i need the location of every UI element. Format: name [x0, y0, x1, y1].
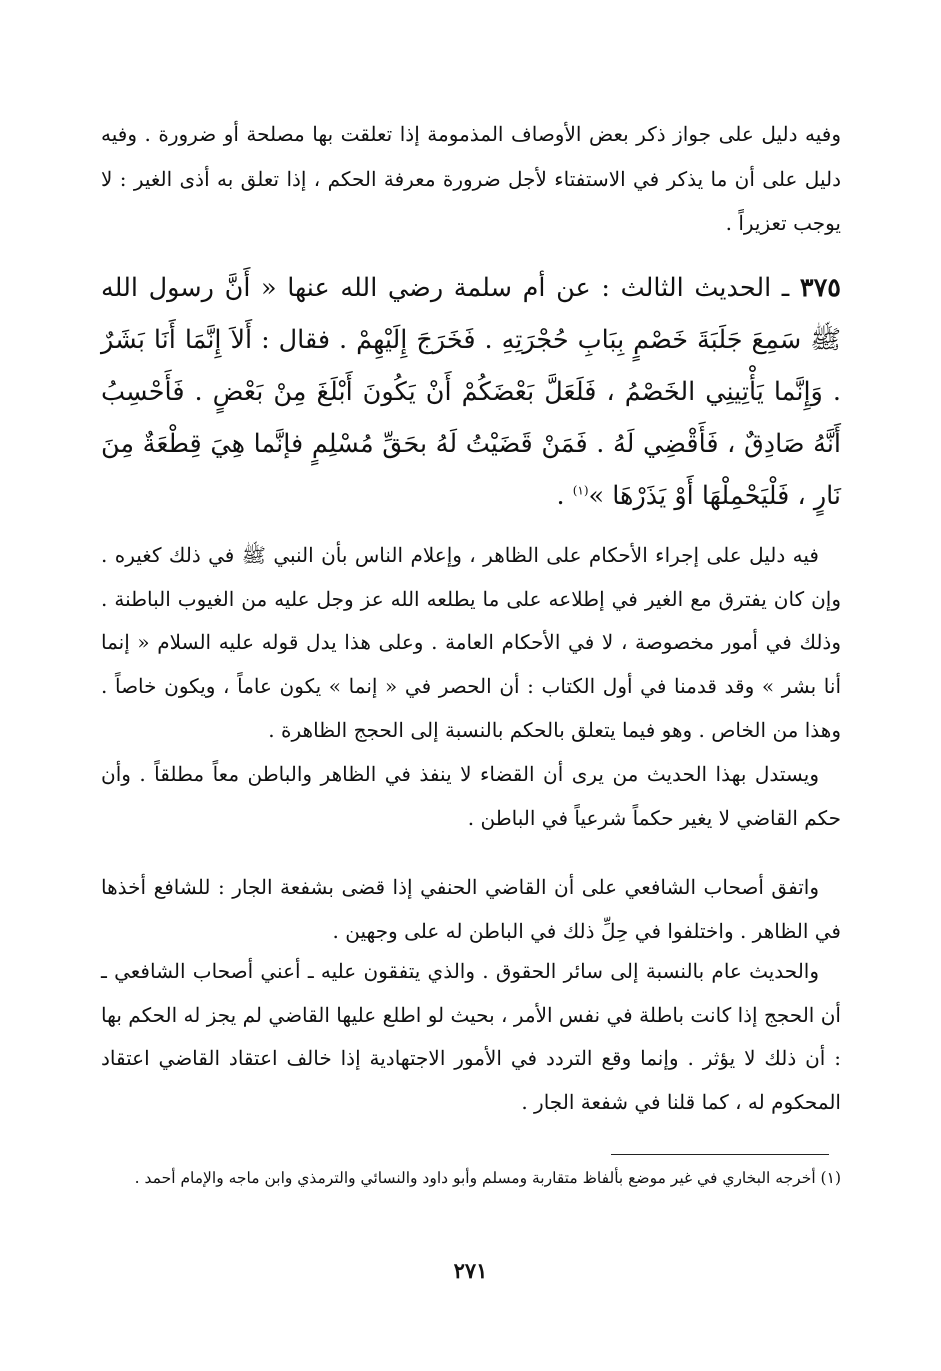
footnote: (١) أخرجه البخاري في غير موضع بألفاظ متقاربة ومسلم وأبو داود والنسائي والترمذي وابن ماجه والإمام أحمد .: [134, 1169, 841, 1187]
hadith-number: ٣٧٥: [799, 273, 841, 303]
intro-paragraph: وفيه دليل على جواز ذكر بعض الأوصاف المذمومة إذا تعلقت بها مصلحة أو ضرورة . وفيه دليل على أن ما يذكر في الاستفتاء لأجل ضرورة معرفة الحكم ، إذا تعلق به أذى الغير : لا يوجب تعزيراً .: [101, 122, 841, 235]
hadith-text: ـ الحديث الثالث : عن أم سلمة رضي الله عنها « أَنَّ رسول الله ﷺ سَمِعَ جَلَبَةَ خَصْمٍ بِبَابِ حُجْرَتِهِ . فَخَرَجَ إِلَيْهِمْ . فقال : أَلاَ إِنَّمَا أَنَا بَشَرٌ . وَإِنَّما يَأْتِينِي الخَصْمُ ، فَلَعَلَّ بَعْضَكُمْ أَنْ يَكُونَ أَبْلَغَ مِنْ بَعْضٍ . فَأَحْسِبُ أَنَّهُ صَادِقٌ ، فَأَقْضِي لَهُ . فَمَنْ قَضَيْتُ لَهُ بحَقِّ مُسْلِمٍ فإنَّما هِيَ قِطْعَةٌ مِنَ نَارٍ ، فَلْيَحْمِلْهَا أَوْ يَذَرْهَا »: [101, 273, 841, 511]
hadith-paragraph: [101, 262, 841, 522]
page-number: ٢٧١: [453, 1258, 488, 1283]
commentary-paragraph-4: والحديث عام بالنسبة إلى سائر الحقوق . والذي يتفقون عليه ـ أعني أصحاب الشافعي ـ أن الحجج إذا كانت باطلة في نفس الأمر ، بحيث لو اطلع عليها القاضي لم يجز له الحكم بها : أن ذلك لا يؤثر . وإنما وقع التردد في الأمور الاجتهادية إذا خالف اعتقاد القاضي اعتقاد المحكوم له ، كما قلنا في شفعة الجار .: [101, 959, 841, 1115]
footnote-reference[interactable]: (١): [572, 483, 589, 498]
hadith-end: .: [556, 481, 573, 511]
commentary-paragraph-2: ويستدل بهذا الحديث من يرى أن القضاء لا ينفذ في الظاهر والباطن معاً مطلقاً . وأن حكم القاضي لا يغير حكماً شرعياً في الباطن .: [101, 762, 841, 830]
commentary-paragraph-3: واتفق أصحاب الشافعي على أن القاضي الحنفي إذا قضى بشفعة الجار : للشافع أخذها في الظاهر . واختلفوا في حِلِّ ذلك في الباطن له على وجهين .: [101, 875, 841, 943]
commentary-paragraph-1: فيه دليل على إجراء الأحكام على الظاهر ، وإعلام الناس بأن النبي ﷺ في ذلك كغيره . وإن كان يفترق مع الغير في إطلاعه على ما يطلعه الله عز وجل عليه من الغيوب الباطنة . وذلك في أمور مخصوصة ، لا في الأحكام العامة . وعلى هذا يدل قوله عليه السلام « إنما أنا بشر » وقد قدمنا في أول الكتاب : أن الحصر في « إنما » يكون عاماً ، ويكون خاصاً . وهذا من الخاص . وهو فيما يتعلق بالحكم بالنسبة إلى الحجج الظاهرة .: [101, 543, 841, 742]
footnote-divider: [611, 1154, 829, 1155]
